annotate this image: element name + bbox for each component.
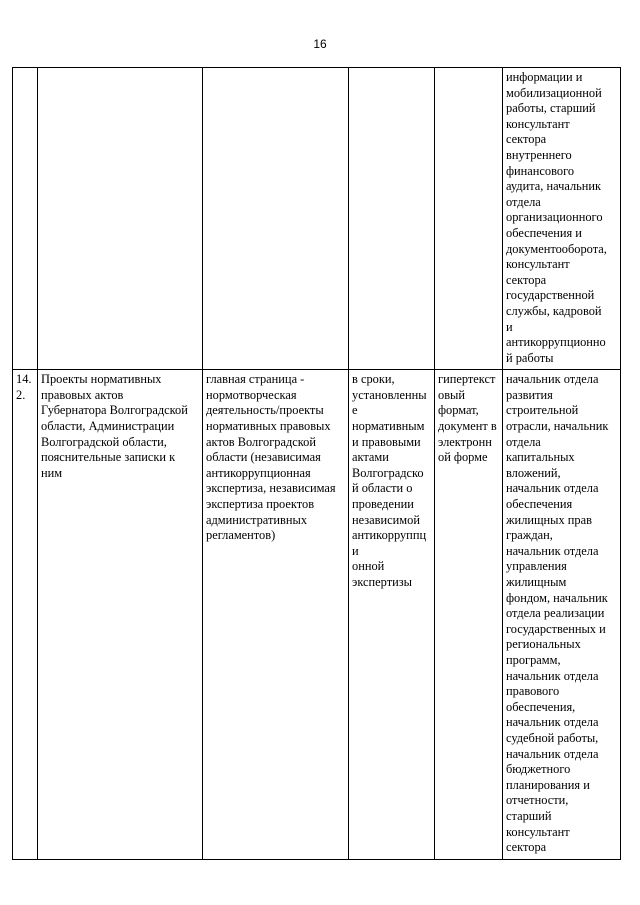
cell-document-name bbox=[38, 68, 203, 370]
cell-format: гипертекст овый формат, документ в электронн ой форме bbox=[435, 370, 503, 859]
cell-format bbox=[435, 68, 503, 370]
cell-site-section: главная страница - нормотворческая деятельность/проекты нормативных правовых актов Волгоградской области (независимая антикоррупционная экспертиза, независимая экспертиза проектов административных регламентов) bbox=[203, 370, 349, 859]
cell-number: 14. 2. bbox=[13, 370, 38, 859]
cell-responsible: информации и мобилизационной работы, старший консультант сектора внутреннего финансового аудита, начальник отдела организационного обеспечения и документооборота, консультант сектора государственной службы, кадровой и антикоррупционно й работы bbox=[503, 68, 621, 370]
page-number: 16 bbox=[313, 37, 327, 51]
cell-number bbox=[13, 68, 38, 370]
cell-responsible: начальник отдела развития строительной отрасли, начальник отдела капитальных вложений, начальник отдела обеспечения жилищных прав граждан, начальник отдела управления жилищным фондом, начальник отдела реализации государственных и региональных программ, начальник отдела правового обеспечения, начальник отдела судебной работы, начальник отдела бюджетного планирования и отчетности, старший консультант сектора bbox=[503, 370, 621, 859]
cell-site-section bbox=[203, 68, 349, 370]
document-table bbox=[12, 67, 621, 860]
cell-term bbox=[349, 68, 435, 370]
cell-term: в сроки, установленны е нормативным и правовыми актами Волгоградско й области о проведении независимой антикорруппци онной экспертизы bbox=[349, 370, 435, 859]
cell-document-name: Проекты нормативных правовых актов Губернатора Волгоградской области, Администрации Волгоградской области, пояснительные записки к ним bbox=[38, 370, 203, 859]
table-row bbox=[13, 68, 621, 370]
table-row bbox=[13, 370, 621, 859]
